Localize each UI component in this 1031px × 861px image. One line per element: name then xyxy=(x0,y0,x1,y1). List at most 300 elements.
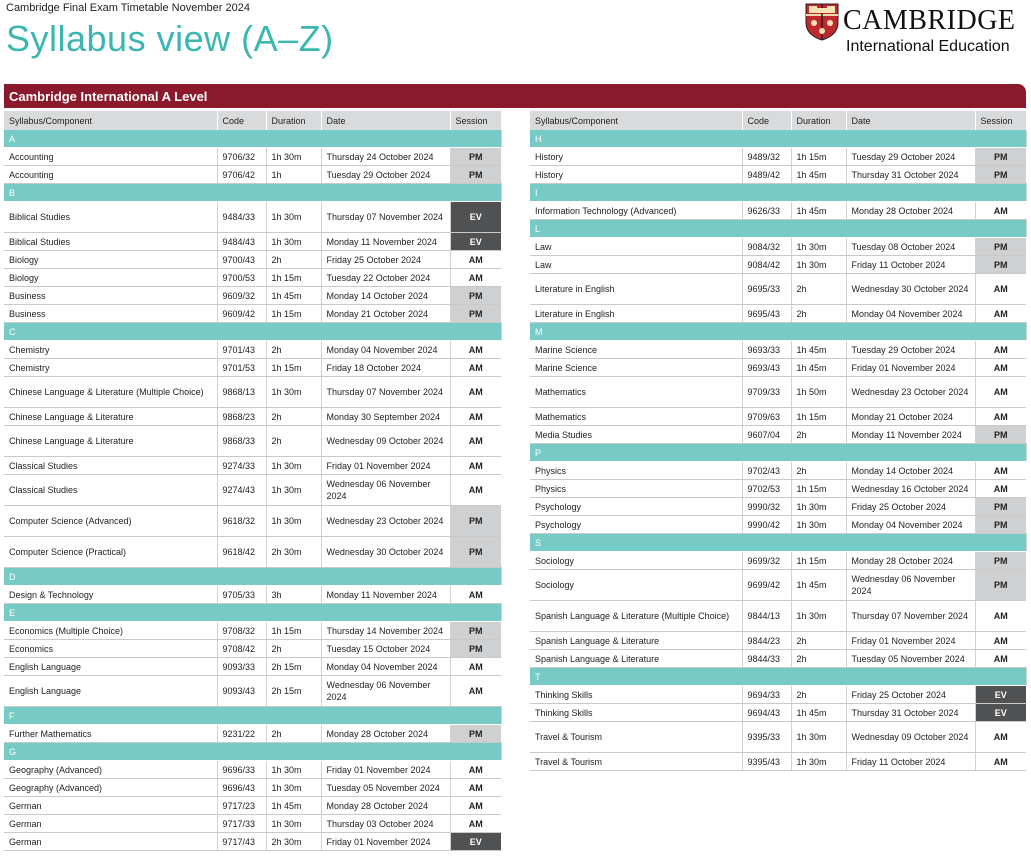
table-row xyxy=(4,725,501,743)
syllabus-cell: Information Technology (Advanced) xyxy=(530,202,742,220)
table-row xyxy=(530,632,1026,650)
duration-cell: 1h 30m xyxy=(791,516,846,534)
session-cell: AM xyxy=(450,269,501,287)
duration-cell: 1h 15m xyxy=(266,359,321,377)
session-cell: AM xyxy=(975,753,1026,771)
syllabus-cell: Chinese Language & Literature xyxy=(4,426,217,457)
date-cell: Thursday 07 November 2024 xyxy=(321,377,450,408)
session-cell: AM xyxy=(450,676,501,707)
cambridge-shield-icon xyxy=(805,3,839,41)
letter-group-row xyxy=(4,743,501,761)
letter-group-row xyxy=(4,130,501,148)
date-cell: Tuesday 05 November 2024 xyxy=(846,650,975,668)
table-row xyxy=(4,287,501,305)
table-row xyxy=(4,586,501,604)
duration-cell: 1h 45m xyxy=(791,570,846,601)
code-cell: 9700/53 xyxy=(217,269,266,287)
table-row xyxy=(530,256,1026,274)
syllabus-cell: German xyxy=(4,797,217,815)
session-cell: EV xyxy=(450,833,501,851)
duration-cell: 1h 15m xyxy=(266,622,321,640)
duration-cell: 1h 45m xyxy=(791,202,846,220)
table-row xyxy=(4,166,501,184)
syllabus-cell: Spanish Language & Literature (Multiple Choice) xyxy=(530,601,742,632)
table-row xyxy=(4,658,501,676)
date-cell: Thursday 03 October 2024 xyxy=(321,815,450,833)
date-cell: Friday 25 October 2024 xyxy=(846,686,975,704)
code-cell: 9701/43 xyxy=(217,341,266,359)
duration-cell: 1h 30m xyxy=(266,148,321,166)
session-cell: AM xyxy=(450,359,501,377)
date-cell: Wednesday 30 October 2024 xyxy=(846,274,975,305)
date-cell: Friday 11 October 2024 xyxy=(846,256,975,274)
code-cell: 9990/42 xyxy=(742,516,791,534)
syllabus-cell: History xyxy=(530,166,742,184)
syllabus-cell: Design & Technology xyxy=(4,586,217,604)
letter-group-row xyxy=(530,668,1026,686)
table-row xyxy=(4,622,501,640)
code-cell: 9709/33 xyxy=(742,377,791,408)
code-cell: 9274/43 xyxy=(217,475,266,506)
duration-cell: 1h 30m xyxy=(791,753,846,771)
date-cell: Friday 01 November 2024 xyxy=(846,359,975,377)
session-cell: PM xyxy=(975,498,1026,516)
session-cell: AM xyxy=(450,761,501,779)
duration-cell: 2h xyxy=(791,305,846,323)
syllabus-cell: Spanish Language & Literature xyxy=(530,632,742,650)
duration-cell: 1h 15m xyxy=(791,148,846,166)
syllabus-cell: Geography (Advanced) xyxy=(4,779,217,797)
code-cell: 9701/53 xyxy=(217,359,266,377)
date-cell: Tuesday 05 November 2024 xyxy=(321,779,450,797)
date-cell: Wednesday 06 November 2024 xyxy=(321,676,450,707)
duration-cell: 1h 30m xyxy=(791,256,846,274)
syllabus-cell: Economics (Multiple Choice) xyxy=(4,622,217,640)
code-cell: 9607/04 xyxy=(742,426,791,444)
duration-cell: 2h 15m xyxy=(266,676,321,707)
letter-heading: L xyxy=(530,220,1026,238)
table-row xyxy=(530,516,1026,534)
syllabus-cell: Biology xyxy=(4,251,217,269)
table-row xyxy=(4,506,501,537)
syllabus-cell: Classical Studies xyxy=(4,457,217,475)
session-cell: AM xyxy=(450,377,501,408)
table-row xyxy=(4,797,501,815)
column-header-date: Date xyxy=(321,111,450,130)
table-row xyxy=(530,359,1026,377)
table-row xyxy=(530,686,1026,704)
duration-cell: 2h xyxy=(791,686,846,704)
code-cell: 9717/43 xyxy=(217,833,266,851)
session-cell: AM xyxy=(975,601,1026,632)
duration-cell: 2h xyxy=(791,462,846,480)
code-cell: 9990/32 xyxy=(742,498,791,516)
cambridge-logo xyxy=(805,3,1025,58)
session-cell: AM xyxy=(975,377,1026,408)
date-cell: Friday 25 October 2024 xyxy=(321,251,450,269)
session-cell: PM xyxy=(450,506,501,537)
session-cell: AM xyxy=(450,251,501,269)
date-cell: Tuesday 15 October 2024 xyxy=(321,640,450,658)
session-cell: PM xyxy=(450,537,501,568)
duration-cell: 1h 45m xyxy=(266,287,321,305)
duration-cell: 1h 15m xyxy=(266,269,321,287)
table-row xyxy=(4,779,501,797)
syllabus-cell: Mathematics xyxy=(530,377,742,408)
syllabus-cell: Economics xyxy=(4,640,217,658)
table-row xyxy=(530,498,1026,516)
session-cell: AM xyxy=(975,341,1026,359)
date-cell: Monday 04 November 2024 xyxy=(846,305,975,323)
date-cell: Monday 11 November 2024 xyxy=(846,426,975,444)
syllabus-cell: Biology xyxy=(4,269,217,287)
syllabus-cell: German xyxy=(4,833,217,851)
code-cell: 9618/32 xyxy=(217,506,266,537)
date-cell: Friday 01 November 2024 xyxy=(846,632,975,650)
date-cell: Wednesday 23 October 2024 xyxy=(321,506,450,537)
date-cell: Monday 04 November 2024 xyxy=(321,341,450,359)
date-cell: Monday 21 October 2024 xyxy=(846,408,975,426)
table-body xyxy=(530,130,1026,771)
date-cell: Wednesday 09 October 2024 xyxy=(321,426,450,457)
date-cell: Monday 11 November 2024 xyxy=(321,233,450,251)
document-subtitle: Cambridge Final Exam Timetable November 2024 xyxy=(6,2,250,14)
date-cell: Monday 28 October 2024 xyxy=(846,552,975,570)
duration-cell: 1h 30m xyxy=(266,779,321,797)
table-row xyxy=(530,202,1026,220)
code-cell: 9084/42 xyxy=(742,256,791,274)
syllabus-cell: Mathematics xyxy=(530,408,742,426)
duration-cell: 2h xyxy=(791,632,846,650)
duration-cell: 2h xyxy=(791,426,846,444)
syllabus-cell: Thinking Skills xyxy=(530,704,742,722)
table-row xyxy=(4,761,501,779)
table-row xyxy=(4,269,501,287)
table-row xyxy=(530,238,1026,256)
duration-cell: 1h 45m xyxy=(791,359,846,377)
duration-cell: 1h 30m xyxy=(266,475,321,506)
letter-heading: T xyxy=(530,668,1026,686)
duration-cell: 1h 15m xyxy=(791,480,846,498)
column-header-code: Code xyxy=(217,111,266,130)
table-body xyxy=(4,130,501,851)
syllabus-cell: Travel & Tourism xyxy=(530,722,742,753)
code-cell: 9618/42 xyxy=(217,537,266,568)
syllabus-cell: Media Studies xyxy=(530,426,742,444)
syllabus-cell: Marine Science xyxy=(530,341,742,359)
date-cell: Tuesday 08 October 2024 xyxy=(846,238,975,256)
code-cell: 9093/43 xyxy=(217,676,266,707)
table-row xyxy=(530,305,1026,323)
syllabus-cell: English Language xyxy=(4,676,217,707)
syllabus-cell: Law xyxy=(530,238,742,256)
code-cell: 9696/33 xyxy=(217,761,266,779)
duration-cell: 2h 15m xyxy=(266,658,321,676)
syllabus-cell: Chemistry xyxy=(4,341,217,359)
page-header xyxy=(0,0,1031,80)
letter-heading: I xyxy=(530,184,1026,202)
session-cell: PM xyxy=(450,640,501,658)
duration-cell: 1h 30m xyxy=(791,722,846,753)
code-cell: 9484/43 xyxy=(217,233,266,251)
letter-heading: D xyxy=(4,568,501,586)
table-row xyxy=(530,377,1026,408)
date-cell: Wednesday 16 October 2024 xyxy=(846,480,975,498)
letter-heading: G xyxy=(4,743,501,761)
date-cell: Wednesday 23 October 2024 xyxy=(846,377,975,408)
session-cell: AM xyxy=(975,305,1026,323)
date-cell: Friday 11 October 2024 xyxy=(846,753,975,771)
table-row xyxy=(530,722,1026,753)
session-cell: EV xyxy=(450,202,501,233)
date-cell: Monday 21 October 2024 xyxy=(321,305,450,323)
table-row xyxy=(4,833,501,851)
code-cell: 9609/32 xyxy=(217,287,266,305)
session-cell: PM xyxy=(975,256,1026,274)
syllabus-cell: Chinese Language & Literature xyxy=(4,408,217,426)
syllabus-cell: History xyxy=(530,148,742,166)
date-cell: Wednesday 30 October 2024 xyxy=(321,537,450,568)
session-cell: PM xyxy=(975,570,1026,601)
syllabus-cell: Computer Science (Advanced) xyxy=(4,506,217,537)
duration-cell: 2h 30m xyxy=(266,833,321,851)
duration-cell: 1h 45m xyxy=(791,704,846,722)
duration-cell: 1h 45m xyxy=(791,166,846,184)
code-cell: 9708/32 xyxy=(217,622,266,640)
date-cell: Thursday 31 October 2024 xyxy=(846,166,975,184)
session-cell: PM xyxy=(450,287,501,305)
code-cell: 9699/42 xyxy=(742,570,791,601)
date-cell: Friday 01 November 2024 xyxy=(321,761,450,779)
table-row xyxy=(4,359,501,377)
duration-cell: 1h 30m xyxy=(791,498,846,516)
syllabus-cell: Psychology xyxy=(530,498,742,516)
code-cell: 9626/33 xyxy=(742,202,791,220)
date-cell: Wednesday 09 October 2024 xyxy=(846,722,975,753)
session-cell: PM xyxy=(450,725,501,743)
syllabus-cell: Business xyxy=(4,305,217,323)
code-cell: 9693/43 xyxy=(742,359,791,377)
code-cell: 9694/43 xyxy=(742,704,791,722)
duration-cell: 2h xyxy=(266,426,321,457)
date-cell: Monday 28 October 2024 xyxy=(321,725,450,743)
code-cell: 9702/43 xyxy=(742,462,791,480)
table-row xyxy=(4,457,501,475)
session-cell: AM xyxy=(975,462,1026,480)
session-cell: AM xyxy=(450,457,501,475)
table-row xyxy=(4,408,501,426)
code-cell: 9093/33 xyxy=(217,658,266,676)
syllabus-cell: German xyxy=(4,815,217,833)
date-cell: Monday 28 October 2024 xyxy=(846,202,975,220)
table-row xyxy=(530,753,1026,771)
duration-cell: 1h 30m xyxy=(266,202,321,233)
syllabus-cell: Biblical Studies xyxy=(4,233,217,251)
syllabus-cell: Law xyxy=(530,256,742,274)
timetable-right xyxy=(530,111,1027,771)
code-cell: 9844/23 xyxy=(742,632,791,650)
code-cell: 9694/33 xyxy=(742,686,791,704)
session-cell: PM xyxy=(975,426,1026,444)
duration-cell: 1h 50m xyxy=(791,377,846,408)
syllabus-cell: Sociology xyxy=(530,552,742,570)
letter-heading: H xyxy=(530,130,1026,148)
column-header-duration: Duration xyxy=(266,111,321,130)
duration-cell: 1h 30m xyxy=(266,506,321,537)
session-cell: EV xyxy=(975,686,1026,704)
syllabus-cell: Literature in English xyxy=(530,274,742,305)
table-row xyxy=(4,305,501,323)
code-cell: 9699/32 xyxy=(742,552,791,570)
session-cell: PM xyxy=(450,148,501,166)
letter-heading: B xyxy=(4,184,501,202)
duration-cell: 1h 30m xyxy=(266,377,321,408)
duration-cell: 1h 30m xyxy=(266,457,321,475)
code-cell: 9489/42 xyxy=(742,166,791,184)
session-cell: AM xyxy=(450,797,501,815)
syllabus-cell: Travel & Tourism xyxy=(530,753,742,771)
qualification-banner: Cambridge International A Level xyxy=(4,84,1026,108)
syllabus-cell: English Language xyxy=(4,658,217,676)
letter-heading: P xyxy=(530,444,1026,462)
letter-group-row xyxy=(4,184,501,202)
duration-cell: 2h xyxy=(266,640,321,658)
session-cell: AM xyxy=(975,408,1026,426)
letter-group-row xyxy=(530,220,1026,238)
table-header-row xyxy=(4,111,501,130)
date-cell: Tuesday 29 October 2024 xyxy=(846,341,975,359)
session-cell: PM xyxy=(450,622,501,640)
duration-cell: 1h 15m xyxy=(791,408,846,426)
table-row xyxy=(4,233,501,251)
syllabus-cell: Biblical Studies xyxy=(4,202,217,233)
duration-cell: 1h 45m xyxy=(266,797,321,815)
syllabus-cell: Classical Studies xyxy=(4,475,217,506)
session-cell: PM xyxy=(975,552,1026,570)
code-cell: 9717/33 xyxy=(217,815,266,833)
column-header-code: Code xyxy=(742,111,791,130)
syllabus-cell: Geography (Advanced) xyxy=(4,761,217,779)
table-row xyxy=(4,426,501,457)
duration-cell: 1h 30m xyxy=(266,233,321,251)
table-row xyxy=(4,341,501,359)
session-cell: AM xyxy=(450,408,501,426)
table-row xyxy=(4,475,501,506)
syllabus-cell: Marine Science xyxy=(530,359,742,377)
session-cell: AM xyxy=(975,650,1026,668)
session-cell: AM xyxy=(450,341,501,359)
code-cell: 9489/32 xyxy=(742,148,791,166)
table-row xyxy=(530,341,1026,359)
date-cell: Tuesday 29 October 2024 xyxy=(321,166,450,184)
syllabus-cell: Physics xyxy=(530,462,742,480)
session-cell: AM xyxy=(450,426,501,457)
session-cell: AM xyxy=(975,202,1026,220)
session-cell: AM xyxy=(975,359,1026,377)
column-header-session: Session xyxy=(450,111,501,130)
table-row xyxy=(530,552,1026,570)
duration-cell: 2h xyxy=(266,725,321,743)
session-cell: PM xyxy=(975,516,1026,534)
column-header-session: Session xyxy=(975,111,1026,130)
session-cell: PM xyxy=(975,238,1026,256)
code-cell: 9484/33 xyxy=(217,202,266,233)
date-cell: Thursday 14 November 2024 xyxy=(321,622,450,640)
table-row xyxy=(4,537,501,568)
date-cell: Monday 04 November 2024 xyxy=(846,516,975,534)
date-cell: Monday 28 October 2024 xyxy=(321,797,450,815)
date-cell: Friday 25 October 2024 xyxy=(846,498,975,516)
duration-cell: 1h 15m xyxy=(791,552,846,570)
session-cell: AM xyxy=(975,632,1026,650)
date-cell: Wednesday 06 November 2024 xyxy=(321,475,450,506)
letter-group-row xyxy=(4,604,501,622)
session-cell: AM xyxy=(975,480,1026,498)
syllabus-cell: Business xyxy=(4,287,217,305)
duration-cell: 1h 30m xyxy=(266,761,321,779)
letter-group-row xyxy=(530,130,1026,148)
session-cell: EV xyxy=(975,704,1026,722)
date-cell: Thursday 31 October 2024 xyxy=(846,704,975,722)
duration-cell: 1h xyxy=(266,166,321,184)
table-row xyxy=(530,426,1026,444)
table-row xyxy=(4,640,501,658)
date-cell: Thursday 24 October 2024 xyxy=(321,148,450,166)
column-header-syllabus: Syllabus/Component xyxy=(4,111,217,130)
letter-heading: A xyxy=(4,130,501,148)
letter-group-row xyxy=(530,184,1026,202)
code-cell: 9844/33 xyxy=(742,650,791,668)
table-row xyxy=(4,815,501,833)
syllabus-cell: Physics xyxy=(530,480,742,498)
session-cell: AM xyxy=(450,815,501,833)
code-cell: 9868/23 xyxy=(217,408,266,426)
syllabus-cell: Chinese Language & Literature (Multiple Choice) xyxy=(4,377,217,408)
date-cell: Friday 01 November 2024 xyxy=(321,457,450,475)
duration-cell: 1h 30m xyxy=(791,238,846,256)
duration-cell: 2h xyxy=(791,274,846,305)
letter-group-row xyxy=(4,323,501,341)
date-cell: Monday 04 November 2024 xyxy=(321,658,450,676)
code-cell: 9609/42 xyxy=(217,305,266,323)
duration-cell: 1h 45m xyxy=(791,341,846,359)
table-row xyxy=(530,704,1026,722)
date-cell: Thursday 07 November 2024 xyxy=(321,202,450,233)
letter-heading: C xyxy=(4,323,501,341)
table-row xyxy=(530,166,1026,184)
date-cell: Tuesday 22 October 2024 xyxy=(321,269,450,287)
column-header-date: Date xyxy=(846,111,975,130)
code-cell: 9868/13 xyxy=(217,377,266,408)
code-cell: 9395/33 xyxy=(742,722,791,753)
date-cell: Wednesday 06 November 2024 xyxy=(846,570,975,601)
duration-cell: 3h xyxy=(266,586,321,604)
session-cell: PM xyxy=(450,305,501,323)
table-row xyxy=(530,148,1026,166)
date-cell: Thursday 07 November 2024 xyxy=(846,601,975,632)
code-cell: 9868/33 xyxy=(217,426,266,457)
session-cell: AM xyxy=(450,586,501,604)
syllabus-cell: Chemistry xyxy=(4,359,217,377)
duration-cell: 2h xyxy=(266,341,321,359)
date-cell: Monday 30 September 2024 xyxy=(321,408,450,426)
table-row xyxy=(530,650,1026,668)
duration-cell: 2h 30m xyxy=(266,537,321,568)
code-cell: 9395/43 xyxy=(742,753,791,771)
letter-group-row xyxy=(530,534,1026,552)
syllabus-cell: Further Mathematics xyxy=(4,725,217,743)
code-cell: 9705/33 xyxy=(217,586,266,604)
